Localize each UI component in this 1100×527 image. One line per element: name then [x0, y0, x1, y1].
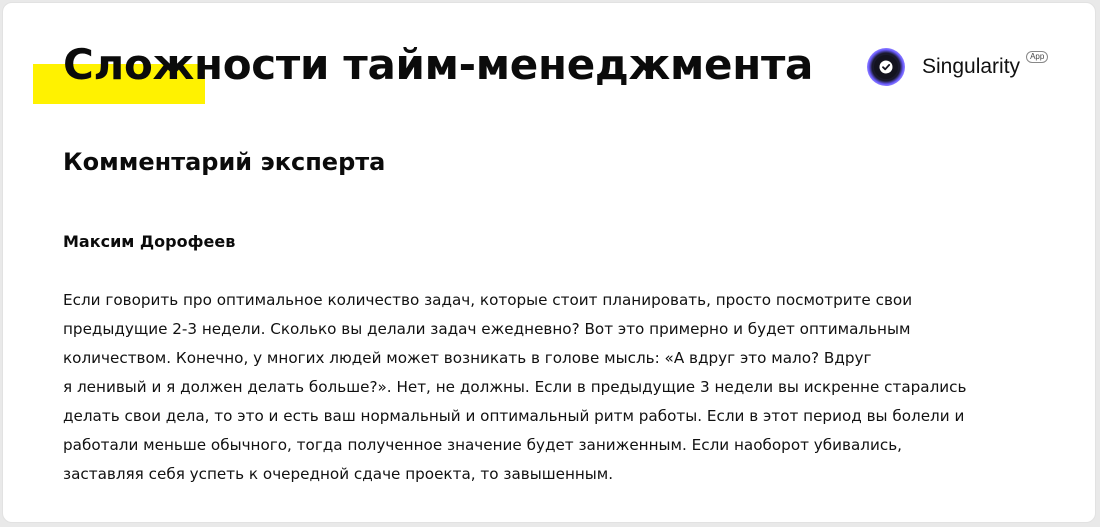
article-card — [2, 2, 1096, 523]
text-line: Если говорить про оптимальное количество задач, которые стоит планировать, просто посмотрите свои — [63, 291, 913, 309]
check-icon — [874, 55, 898, 79]
text-line: я ленивый и я должен делать больше?». Нет, не должны. Если в предыдущие 3 недели вы искренне старались — [63, 378, 967, 396]
section-heading: Комментарий эксперта — [63, 148, 386, 176]
page-title: Сложности тайм-менеджмента — [63, 40, 814, 89]
expert-comment-text — [63, 286, 1063, 489]
text-line: количеством. Конечно, у многих людей может возникать в голове мысль: «А вдруг это мало? Вдруг — [63, 349, 872, 367]
author-name: Максим Дорофеев — [63, 232, 236, 251]
text-line: предыдущие 2-3 недели. Сколько вы делали задач ежедневно? Вот это примерно и будет оптимальным — [63, 320, 911, 338]
text-line: делать свои дела, то это и есть ваш нормальный и оптимальный ритм работы. Если в этот период вы болели и — [63, 407, 965, 425]
logo-mark — [867, 48, 905, 86]
app-badge: App — [1026, 51, 1048, 63]
text-line: заставляя себя успеть к очередной сдаче проекта, то завышенным. — [63, 465, 614, 483]
singularity-logo — [867, 47, 1048, 87]
text-line: работали меньше обычного, тогда полученное значение будет заниженным. Если наоборот убивались, — [63, 436, 902, 454]
logo-name: Singularity — [922, 55, 1021, 78]
